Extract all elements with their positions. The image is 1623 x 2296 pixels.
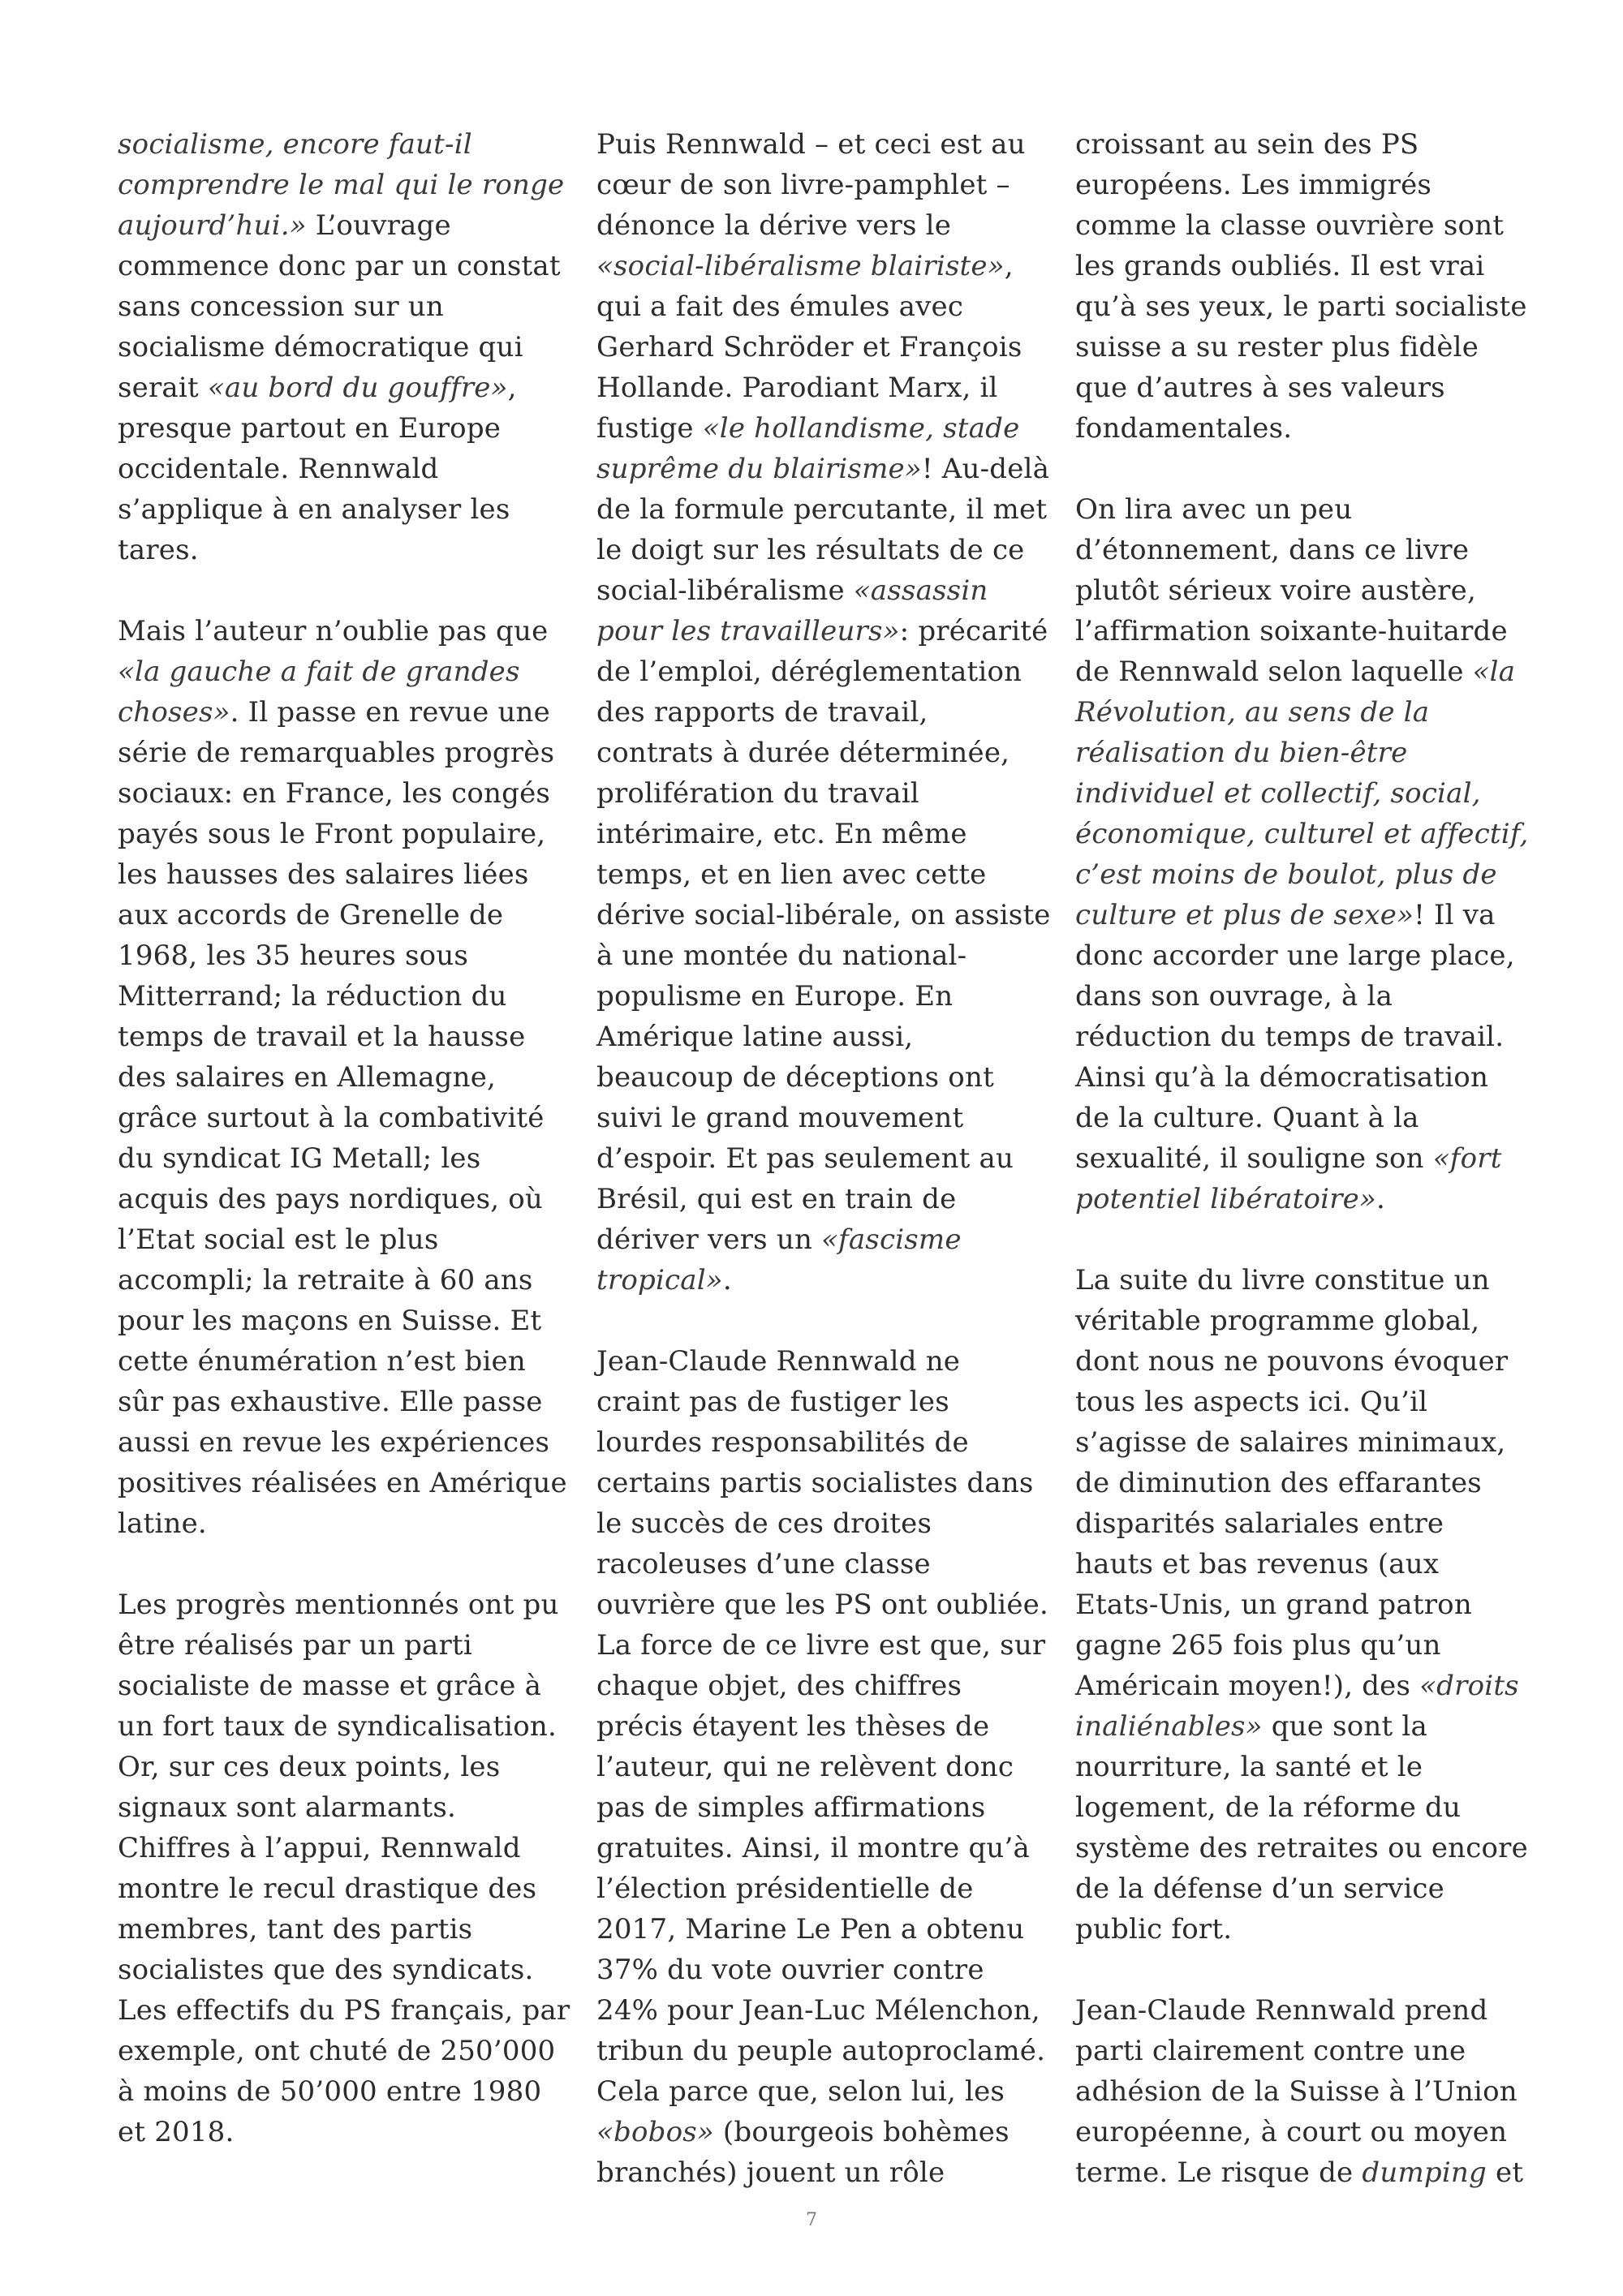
text-run-italic: «la Révolution, au sens de la réalisation du bien-être individuel et collectif, social, économique, culturel et affectif, c’est moins de boulot, plus de culture et plus de sexe» [1075, 656, 1529, 931]
text-run-italic: «au bord du gouffre» [207, 372, 508, 404]
paragraph [1075, 1260, 1530, 1950]
text-run: (bourgeois bohèmes branchés) jouent un rôle [596, 2116, 1010, 2189]
text-run-italic: «la gauche a fait de grandes choses» [118, 656, 520, 729]
paragraph [1075, 124, 1530, 449]
paragraph [118, 611, 572, 1544]
text-run-italic: «bobos» [596, 2116, 714, 2148]
text-run-italic: «droits inaliénables» [1075, 1670, 1519, 1743]
text-run: . [722, 1264, 732, 1296]
paragraph [1075, 1990, 1530, 2193]
paragraph [1075, 489, 1530, 1219]
text-run-italic: «social-libéralisme blairiste» [596, 250, 1005, 282]
text-column-1 [118, 124, 572, 2193]
text-run: que sont la nourriture, la santé et le logement, de la réforme du système des retraites ou encore de la défense d’un service public fort. [1075, 1710, 1528, 1946]
text-column-2 [596, 124, 1051, 2234]
text-run: , presque partout en Europe occidentale. Rennwald s’applique à en analyser les tares. [118, 372, 517, 566]
text-run-italic: «fascisme tropical» [596, 1223, 962, 1296]
text-column-3 [1075, 124, 1530, 2234]
text-run: Les progrès mentionnés ont pu être réalisés par un parti socialiste de masse et grâce à un fort taux de syndicalisation. Or, sur ces deux points, les signaux sont alarmants. Chiffres à l’appui, Rennwald montre le recul drastique des membres, tant des partis socialistes que des syndicats. Les effectifs du PS français, par exemple, ont chuté de 250’000 à moins de 50’000 entre 1980 et 2018. [118, 1589, 570, 2148]
text-run-italic: «fort potentiel libératoire» [1075, 1142, 1502, 1215]
text-run: ! Au-delà de la formule percutante, il met le doigt sur les résultats de ce social-libéralisme [596, 453, 1050, 607]
text-run: L’ouvrage commence donc par un constat sans concession sur un socialisme démocratique qui serait [118, 209, 561, 404]
page-number: 7 [806, 2210, 817, 2230]
text-run: Jean-Claude Rennwald prend parti clairement contre une adhésion de la Suisse à l’Union européenne, à court ou moyen terme. Le risque de [1075, 1994, 1518, 2189]
text-run-italic: «assassin pour les travailleurs» [596, 574, 988, 647]
paragraph [596, 124, 1051, 1301]
text-run-italic: «le hollandisme, stade suprême du blairisme» [596, 412, 1020, 485]
text-run: Jean-Claude Rennwald ne craint pas de fustiger les lourdes responsabilités de certains partis socialistes dans le succès de ces droites racoleuses d’une classe ouvrière que les PS ont oubliée. La force de ce livre est que, sur chaque objet, des chiffres précis étayent les thèses de l’auteur, qui ne relèvent donc pas de simples affirmations gratuites. Ainsi, il montre qu’à l’élection présidentielle de 2017, Marine Le Pen a obtenu 37% du vote ouvrier contre 24% pour Jean-Luc Mélenchon, tribun du peuple autoproclamé. Cela parce que, selon lui, les [596, 1345, 1048, 2108]
text-run: ! Il va donc accorder une large place, dans son ouvrage, à la réduction du temps de travail. Ainsi qu’à la démocratisation de la culture. Quant à la sexualité, il souligne son [1075, 899, 1515, 1175]
text-run: et [1487, 2156, 1524, 2189]
paragraph [596, 1341, 1051, 2193]
text-run: Puis Rennwald – et ceci est au cœur de son livre-pamphlet – dénonce la dérive vers le [596, 128, 1026, 242]
text-run-italic: socialisme, encore faut-il comprendre le mal qui le ronge aujourd’hui.» [118, 128, 565, 242]
text-run: , qui a fait des émules avec Gerhard Schröder et François Hollande. Parodiant Marx, il fustige [596, 250, 1022, 445]
text-run: croissant au sein des PS européens. Les immigrés comme la classe ouvrière sont les grands oubliés. Il est vrai qu’à ses yeux, le parti socialiste suisse a su rester plus fidèle que d’autres à ses valeurs fondamentales. [1075, 128, 1527, 445]
text-run: . Il passe en revue une série de remarquables progrès sociaux: en France, les congés payés sous le Front populaire, les hausses des salaires liées aux accords de Grenelle de 1968, les 35 heures sous Mitterrand; la réduction du temps de travail et la hausse des salaires en Allemagne, grâce surtout à la combativité du syndicat IG Metall; les acquis des pays nordiques, où l’Etat social est le plus accompli; la retraite à 60 ans pour les maçons en Suisse. Et cette énumération n’est bien sûr pas exhaustive. Elle passe aussi en revue les expériences positives réalisées en Amérique latine. [118, 696, 567, 1540]
text-run: : précarité de l’emploi, déréglementation des rapports de travail, contrats à durée déterminée, prolifération du travail intérimaire, etc. En même temps, et en lien avec cette dérive social-libérale, on assiste à une montée du national-populisme en Europe. En Amérique latine aussi, beaucoup de déceptions ont suivi le grand mouvement d’espoir. Et pas seulement au Brésil, qui est en train de dériver vers un [596, 615, 1051, 1256]
text-run: On lira avec un peu d’étonnement, dans ce livre plutôt sérieux voire austère, l’affirmation soixante-huitarde de Rennwald selon laquelle [1075, 493, 1508, 688]
paragraph [118, 1584, 572, 2152]
paragraph [118, 124, 572, 570]
text-run-italic: dumping [1362, 2156, 1487, 2189]
text-run: La suite du livre constitue un véritable programme global, dont nous ne pouvons évoquer tous les aspects ici. Qu’il s’agisse de salaires minimaux, de diminution des effarantes disparités salariales entre hauts et bas revenus (aux Etats-Unis, un grand patron gagne 265 fois plus qu’un Américain moyen!), des [1075, 1264, 1509, 1702]
text-run: Mais l’auteur n’oublie pas que [118, 615, 549, 647]
text-run: . [1376, 1183, 1386, 1215]
